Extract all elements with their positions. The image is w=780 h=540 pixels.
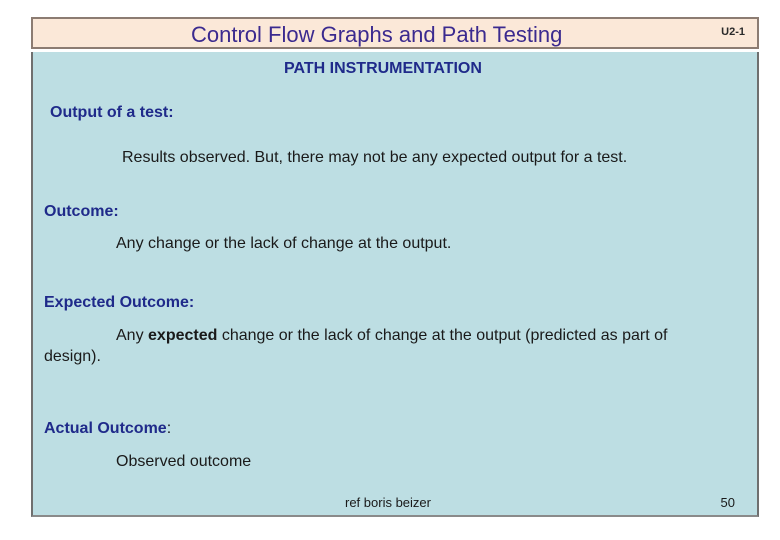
term-label-expected-outcome: Expected Outcome: <box>44 294 195 311</box>
definition-emphasis: expected <box>148 327 218 344</box>
definition-part-1: Any <box>116 327 149 344</box>
term-label-actual-outcome-colon: : <box>166 420 172 437</box>
slide-header <box>31 17 759 49</box>
section-title: PATH INSTRUMENTATION <box>284 60 482 77</box>
term-label-outcome: Outcome: <box>44 203 119 220</box>
term-definition-expected-outcome <box>116 327 667 345</box>
term-definition-actual-outcome: Observed outcome <box>116 453 252 470</box>
term-label-actual-outcome: Actual Outcome <box>44 420 167 437</box>
term-definition-outcome: Any change or the lack of change at the output. <box>116 235 452 252</box>
footer-reference: ref boris beizer <box>345 495 431 510</box>
slide-content <box>31 52 759 517</box>
term-label-output-of-test: Output of a test: <box>50 104 174 121</box>
term-definition-expected-outcome-wrap: design). <box>44 348 101 365</box>
slide-id: U2-1 <box>721 26 745 38</box>
slide-title: Control Flow Graphs and Path Testing <box>191 22 563 47</box>
page-number: 50 <box>720 495 735 510</box>
term-label-actual-outcome-line <box>44 420 171 438</box>
definition-part-2: change or the lack of change at the output (predicted as part of <box>217 327 668 344</box>
term-definition-output-of-test: Results observed. But, there may not be any expected output for a test. <box>122 149 628 166</box>
